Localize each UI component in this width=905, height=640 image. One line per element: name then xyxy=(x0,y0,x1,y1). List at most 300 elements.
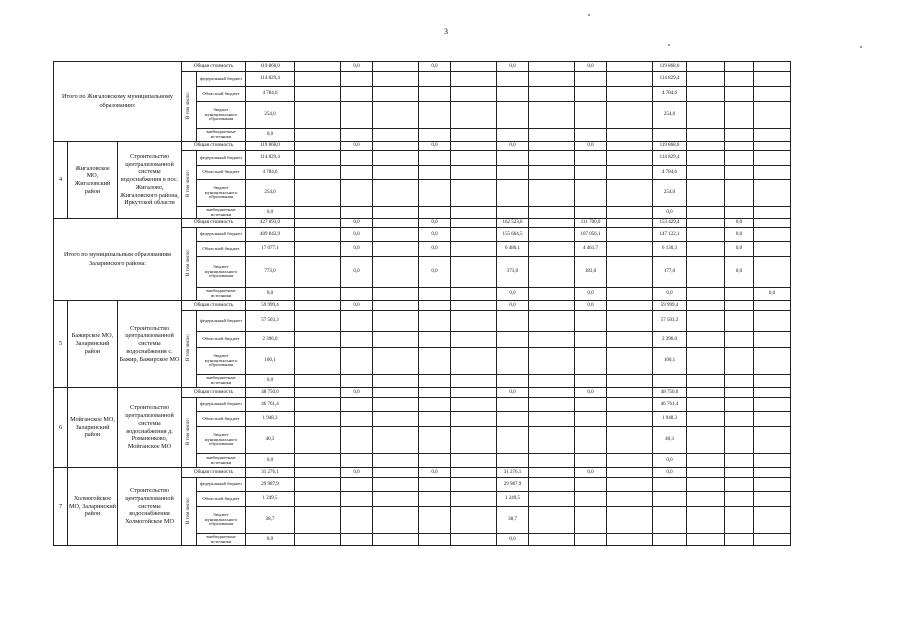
funding-source-federal: федеральный бюджет xyxy=(197,151,246,166)
value-cell: 0,0 xyxy=(497,534,529,546)
value-cell xyxy=(529,348,575,375)
value-cell xyxy=(754,348,791,375)
value-cell xyxy=(725,412,754,427)
value-cell xyxy=(607,478,653,492)
value-cell xyxy=(687,478,725,492)
value-cell: 0,0 xyxy=(341,388,373,398)
value-cell: 0,0 xyxy=(419,142,451,151)
value-cell xyxy=(754,478,791,492)
value-cell: 254,0 xyxy=(246,180,295,207)
value-cell xyxy=(529,242,575,257)
value-cell xyxy=(497,72,529,87)
value-cell xyxy=(419,454,451,468)
value-cell: 0,0 xyxy=(575,142,607,151)
value-cell xyxy=(451,142,497,151)
value-cell xyxy=(373,242,419,257)
table-row xyxy=(54,468,791,478)
value-cell xyxy=(373,102,419,129)
value-cell xyxy=(341,180,373,207)
value-cell xyxy=(451,478,497,492)
value-cell: 48 750,0 xyxy=(246,388,295,398)
value-cell xyxy=(607,507,653,534)
total-cost-label: Общая стоимость xyxy=(182,219,246,228)
value-cell xyxy=(497,375,529,388)
value-cell xyxy=(754,301,791,311)
value-cell: 119 868,0 xyxy=(246,142,295,151)
value-cell xyxy=(419,207,451,219)
value-cell xyxy=(295,72,341,87)
value-cell: 4 461,7 xyxy=(575,242,607,257)
value-cell xyxy=(341,102,373,129)
value-cell xyxy=(497,166,529,180)
value-cell: 114 829,4 xyxy=(246,72,295,87)
value-cell xyxy=(725,398,754,412)
value-cell xyxy=(529,180,575,207)
value-cell xyxy=(451,62,497,72)
value-cell: 1 249,5 xyxy=(246,492,295,507)
value-cell xyxy=(451,151,497,166)
project-description: Строительство централизованной системы водоснабжения Холмогойское МО xyxy=(118,468,182,546)
value-cell xyxy=(373,311,419,332)
value-cell xyxy=(419,166,451,180)
value-cell xyxy=(451,72,497,87)
value-cell xyxy=(373,180,419,207)
value-cell xyxy=(687,311,725,332)
municipality-name: Жигаловское МО, Жигаловский район xyxy=(68,142,118,219)
value-cell xyxy=(373,492,419,507)
value-cell xyxy=(725,151,754,166)
municipality-name: Мойганское МО, Заларинский район xyxy=(68,388,118,468)
value-cell xyxy=(451,242,497,257)
total-row xyxy=(54,62,791,72)
value-cell: 183,0 xyxy=(575,257,607,288)
value-cell xyxy=(529,257,575,288)
value-cell xyxy=(725,427,754,454)
value-cell xyxy=(725,72,754,87)
value-cell xyxy=(725,388,754,398)
value-cell xyxy=(373,398,419,412)
value-cell xyxy=(529,332,575,348)
value-cell xyxy=(341,87,373,102)
value-cell xyxy=(754,142,791,151)
value-cell xyxy=(607,534,653,546)
section-total-title: Итого по Жигаловскому муниципальному образованию: xyxy=(54,62,182,142)
value-cell xyxy=(529,102,575,129)
value-cell: 0,0 xyxy=(419,468,451,478)
value-cell: 4 784,6 xyxy=(653,87,687,102)
value-cell xyxy=(419,332,451,348)
value-cell xyxy=(529,129,575,142)
value-cell: 773,0 xyxy=(246,257,295,288)
value-cell xyxy=(687,348,725,375)
value-cell xyxy=(373,142,419,151)
project-description: Строительство централизованной системы водоснабжения с. Бажир, Бажирское МО xyxy=(118,301,182,388)
value-cell xyxy=(607,375,653,388)
value-cell xyxy=(653,478,687,492)
value-cell xyxy=(754,180,791,207)
value-cell xyxy=(687,219,725,228)
value-cell: 4 784,6 xyxy=(246,87,295,102)
value-cell xyxy=(725,454,754,468)
value-cell: 111 700,0 xyxy=(575,219,607,228)
value-cell xyxy=(575,207,607,219)
value-cell xyxy=(575,398,607,412)
value-cell xyxy=(373,332,419,348)
value-cell xyxy=(373,375,419,388)
value-cell: 0,0 xyxy=(575,301,607,311)
project-description: Строительство централизованной системы водоснабжения в пос. Жигалово, Жигаловского района, Иркутской области xyxy=(118,142,182,219)
value-cell xyxy=(529,427,575,454)
value-cell xyxy=(419,427,451,454)
value-cell xyxy=(607,228,653,242)
value-cell xyxy=(607,102,653,129)
funding-source-extra: внебюджетные источники xyxy=(197,534,246,546)
total-row xyxy=(54,219,791,228)
funding-source-regional: Областной бюджет xyxy=(197,242,246,257)
funding-source-municipal: бюджет муниципального образования xyxy=(197,180,246,207)
total-cost-label: Общая стоимость xyxy=(182,468,246,478)
value-cell xyxy=(575,492,607,507)
value-cell xyxy=(497,129,529,142)
value-cell: 0,0 xyxy=(497,301,529,311)
value-cell xyxy=(295,478,341,492)
funding-source-extra: внебюджетные источники xyxy=(197,207,246,219)
value-cell xyxy=(295,180,341,207)
value-cell xyxy=(451,219,497,228)
value-cell xyxy=(295,507,341,534)
value-cell xyxy=(419,375,451,388)
value-cell xyxy=(725,534,754,546)
value-cell xyxy=(373,62,419,72)
value-cell xyxy=(419,507,451,534)
value-cell xyxy=(295,151,341,166)
value-cell xyxy=(497,102,529,129)
value-cell: 2 396,0 xyxy=(653,332,687,348)
item-number: 5 xyxy=(54,301,68,388)
value-cell: 0,0 xyxy=(653,207,687,219)
value-cell xyxy=(607,151,653,166)
value-cell: 0,0 xyxy=(341,219,373,228)
value-cell: 40,3 xyxy=(246,427,295,454)
value-cell xyxy=(497,412,529,427)
value-cell xyxy=(451,507,497,534)
value-cell xyxy=(341,375,373,388)
value-cell xyxy=(295,332,341,348)
value-cell xyxy=(754,468,791,478)
value-cell xyxy=(295,102,341,129)
value-cell xyxy=(451,166,497,180)
value-cell xyxy=(451,228,497,242)
value-cell: 0,0 xyxy=(575,62,607,72)
funding-source-municipal: бюджет муниципального образования xyxy=(197,348,246,375)
value-cell xyxy=(607,454,653,468)
value-cell xyxy=(687,375,725,388)
value-cell xyxy=(341,207,373,219)
value-cell xyxy=(754,102,791,129)
value-cell: 0,0 xyxy=(653,288,687,301)
value-cell: 119 868,0 xyxy=(653,142,687,151)
value-cell xyxy=(341,478,373,492)
in-which-cell xyxy=(182,72,197,142)
value-cell xyxy=(575,348,607,375)
value-cell xyxy=(295,166,341,180)
value-cell xyxy=(754,454,791,468)
in-which-label: В том числе: xyxy=(186,334,192,362)
value-cell xyxy=(725,375,754,388)
value-cell xyxy=(451,288,497,301)
value-cell xyxy=(725,180,754,207)
item-number: 4 xyxy=(54,142,68,219)
value-cell xyxy=(575,166,607,180)
value-cell xyxy=(687,242,725,257)
value-cell xyxy=(529,219,575,228)
value-cell: 254,0 xyxy=(246,102,295,129)
value-cell xyxy=(725,142,754,151)
value-cell: 119 868,0 xyxy=(246,62,295,72)
value-cell xyxy=(687,129,725,142)
value-cell xyxy=(575,507,607,534)
funding-source-municipal: бюджет муниципального образования xyxy=(197,427,246,454)
value-cell xyxy=(295,62,341,72)
value-cell: 4 784,6 xyxy=(653,166,687,180)
value-cell xyxy=(451,427,497,454)
value-cell xyxy=(295,207,341,219)
value-cell xyxy=(754,332,791,348)
value-cell xyxy=(419,412,451,427)
value-cell xyxy=(341,151,373,166)
value-cell xyxy=(373,288,419,301)
value-cell: 46 761,4 xyxy=(653,398,687,412)
table-row xyxy=(54,301,791,311)
value-cell: 0,0 xyxy=(341,142,373,151)
value-cell xyxy=(295,301,341,311)
value-cell xyxy=(754,412,791,427)
value-cell xyxy=(687,142,725,151)
value-cell: 114 829,4 xyxy=(653,151,687,166)
value-cell xyxy=(687,180,725,207)
funding-source-federal: федеральный бюджет xyxy=(197,72,246,87)
value-cell xyxy=(529,228,575,242)
value-cell xyxy=(419,288,451,301)
value-cell: 153 429,4 xyxy=(653,219,687,228)
value-cell xyxy=(373,257,419,288)
value-cell xyxy=(373,166,419,180)
value-cell xyxy=(754,87,791,102)
value-cell: 254,0 xyxy=(653,102,687,129)
value-cell: 6 130,3 xyxy=(653,242,687,257)
value-cell xyxy=(451,534,497,546)
value-cell xyxy=(754,398,791,412)
value-cell xyxy=(373,468,419,478)
value-cell xyxy=(607,142,653,151)
value-cell: 0,0 xyxy=(497,388,529,398)
scan-speck xyxy=(668,44,670,46)
value-cell xyxy=(725,332,754,348)
value-cell: 46 761,4 xyxy=(246,398,295,412)
value-cell xyxy=(607,129,653,142)
scan-speck xyxy=(860,46,862,48)
value-cell: 114 829,4 xyxy=(246,151,295,166)
value-cell: 2 396,0 xyxy=(246,332,295,348)
value-cell xyxy=(451,412,497,427)
value-cell xyxy=(687,87,725,102)
value-cell xyxy=(341,507,373,534)
value-cell xyxy=(295,412,341,427)
value-cell xyxy=(497,180,529,207)
value-cell xyxy=(575,332,607,348)
value-cell: 0,0 xyxy=(725,257,754,288)
value-cell: 0,0 xyxy=(246,375,295,388)
value-cell xyxy=(529,87,575,102)
value-cell xyxy=(295,348,341,375)
value-cell: 0,0 xyxy=(246,288,295,301)
value-cell xyxy=(754,129,791,142)
item-number: 7 xyxy=(54,468,68,546)
value-cell: 0,0 xyxy=(341,301,373,311)
value-cell xyxy=(725,288,754,301)
value-cell: 0,0 xyxy=(575,388,607,398)
value-cell xyxy=(451,468,497,478)
value-cell xyxy=(575,87,607,102)
value-cell xyxy=(373,507,419,534)
value-cell: 57 503,3 xyxy=(653,311,687,332)
value-cell xyxy=(419,534,451,546)
value-cell xyxy=(451,207,497,219)
value-cell: 107 056,1 xyxy=(575,228,607,242)
value-cell xyxy=(607,468,653,478)
value-cell xyxy=(295,311,341,332)
value-cell: 38,7 xyxy=(246,507,295,534)
value-cell xyxy=(295,398,341,412)
value-cell xyxy=(607,427,653,454)
value-cell xyxy=(451,332,497,348)
value-cell xyxy=(687,301,725,311)
value-cell xyxy=(687,468,725,478)
in-which-label: В том числе: xyxy=(186,169,192,197)
value-cell xyxy=(607,242,653,257)
total-cost-label: Общая стоимость xyxy=(182,142,246,151)
funding-source-regional: Областной бюджет xyxy=(197,87,246,102)
in-which-cell xyxy=(182,151,197,219)
value-cell xyxy=(607,62,653,72)
value-cell xyxy=(295,388,341,398)
value-cell: 162 523,6 xyxy=(497,219,529,228)
value-cell xyxy=(754,151,791,166)
value-cell: 0,0 xyxy=(341,257,373,288)
value-cell xyxy=(529,288,575,301)
value-cell xyxy=(497,332,529,348)
total-cost-label: Общая стоимость xyxy=(182,388,246,398)
value-cell xyxy=(419,129,451,142)
value-cell xyxy=(575,72,607,87)
budget-table xyxy=(53,61,791,546)
value-cell xyxy=(419,87,451,102)
value-cell xyxy=(575,454,607,468)
in-which-label: В том числе: xyxy=(186,417,192,445)
value-cell: 59 999,4 xyxy=(246,301,295,311)
value-cell: 0,0 xyxy=(341,468,373,478)
value-cell: 0,0 xyxy=(419,62,451,72)
municipality-name: Холмогойское МО, Заларинский район xyxy=(68,468,118,546)
value-cell xyxy=(341,332,373,348)
value-cell xyxy=(529,534,575,546)
value-cell xyxy=(754,534,791,546)
value-cell xyxy=(451,257,497,288)
funding-source-municipal: бюджет муниципального образования xyxy=(197,102,246,129)
value-cell xyxy=(419,102,451,129)
funding-source-regional: Областной бюджет xyxy=(197,412,246,427)
value-cell xyxy=(419,348,451,375)
value-cell xyxy=(419,388,451,398)
value-cell xyxy=(607,87,653,102)
value-cell xyxy=(341,454,373,468)
value-cell xyxy=(607,492,653,507)
value-cell xyxy=(575,311,607,332)
value-cell xyxy=(451,87,497,102)
value-cell xyxy=(754,492,791,507)
value-cell xyxy=(725,129,754,142)
in-which-label: В том числе: xyxy=(186,496,192,524)
value-cell xyxy=(373,427,419,454)
value-cell xyxy=(529,166,575,180)
value-cell xyxy=(529,207,575,219)
value-cell xyxy=(687,62,725,72)
value-cell: 57 503,3 xyxy=(246,311,295,332)
value-cell xyxy=(497,311,529,332)
value-cell xyxy=(295,375,341,388)
value-cell xyxy=(451,348,497,375)
value-cell xyxy=(529,478,575,492)
value-cell xyxy=(653,129,687,142)
value-cell xyxy=(687,534,725,546)
value-cell xyxy=(687,398,725,412)
section-total-title: Итого по муниципальным образованиям Заларинского района: xyxy=(54,219,182,301)
value-cell: 6 486,1 xyxy=(497,242,529,257)
value-cell xyxy=(373,129,419,142)
value-cell: 254,0 xyxy=(653,180,687,207)
value-cell xyxy=(295,129,341,142)
value-cell xyxy=(607,257,653,288)
value-cell xyxy=(575,151,607,166)
value-cell xyxy=(419,151,451,166)
value-cell xyxy=(295,242,341,257)
value-cell xyxy=(341,311,373,332)
value-cell xyxy=(341,398,373,412)
value-cell: 31 276,1 xyxy=(246,468,295,478)
value-cell xyxy=(754,388,791,398)
value-cell xyxy=(754,257,791,288)
value-cell xyxy=(687,454,725,468)
value-cell: 48 750,0 xyxy=(653,388,687,398)
value-cell: 0,0 xyxy=(653,454,687,468)
value-cell: 38,7 xyxy=(497,507,529,534)
value-cell: 17 077,1 xyxy=(246,242,295,257)
value-cell xyxy=(373,207,419,219)
value-cell xyxy=(687,288,725,301)
value-cell xyxy=(341,288,373,301)
value-cell xyxy=(607,398,653,412)
value-cell xyxy=(754,311,791,332)
value-cell xyxy=(529,388,575,398)
value-cell xyxy=(419,311,451,332)
funding-source-federal: федеральный бюджет xyxy=(197,311,246,332)
funding-source-regional: Областной бюджет xyxy=(197,166,246,180)
value-cell: 0,0 xyxy=(341,62,373,72)
value-cell xyxy=(754,62,791,72)
value-cell xyxy=(341,129,373,142)
value-cell xyxy=(754,375,791,388)
value-cell xyxy=(373,87,419,102)
